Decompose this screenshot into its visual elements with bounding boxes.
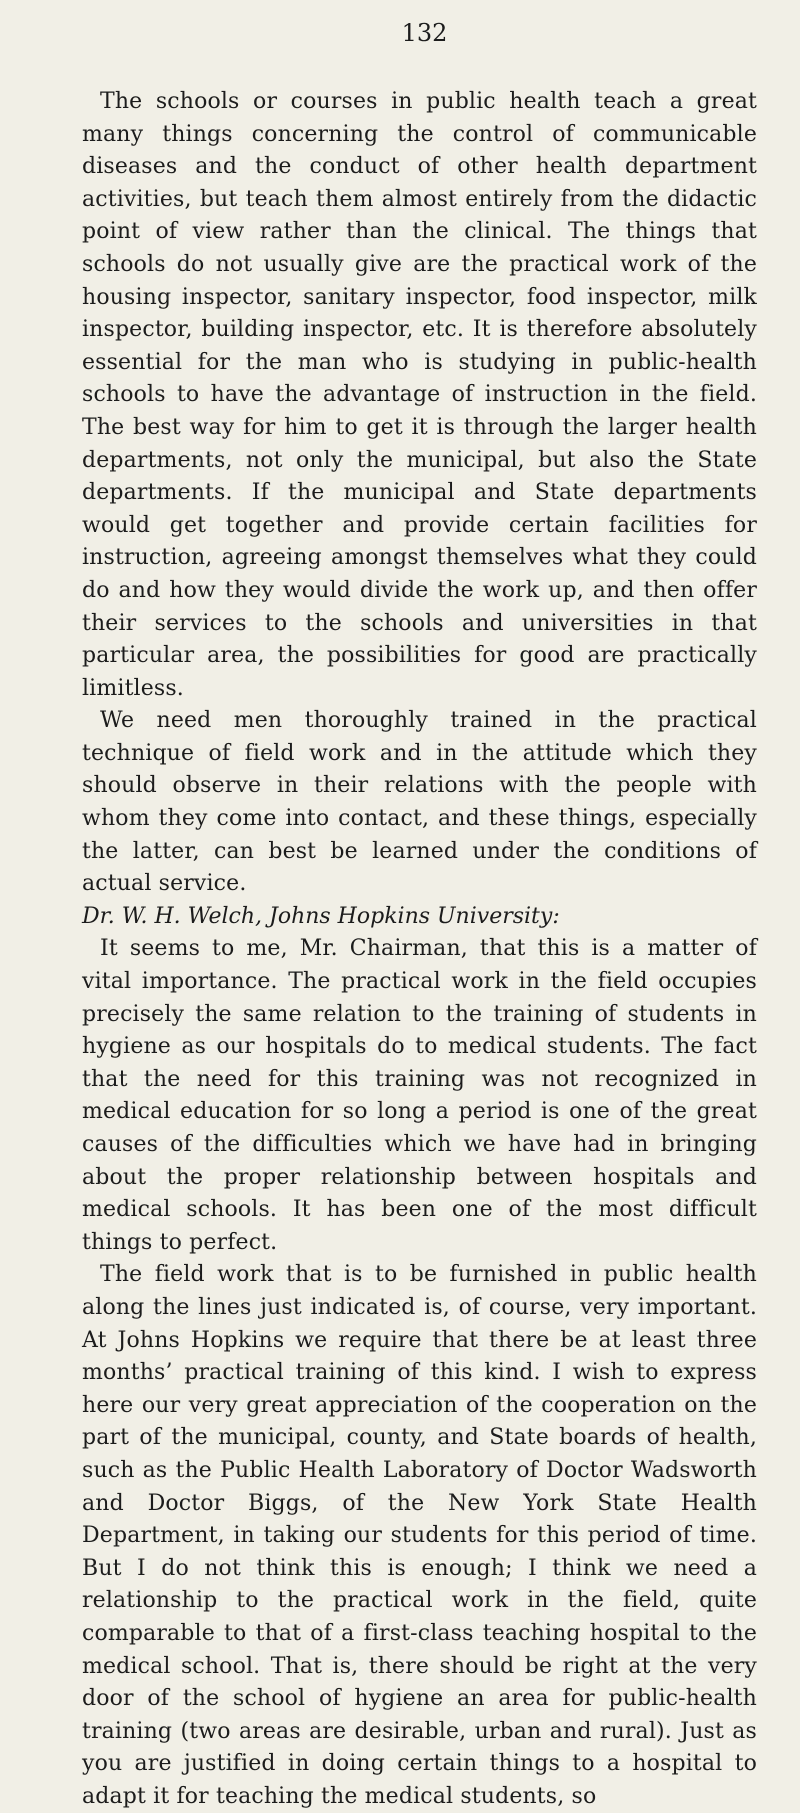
paragraph-vital-importance: It seems to me, Mr. Chairman, that this is a matter of vital importance. The practical work in the field occupies precisely the same relation to the training of students in hygiene as our hospitals do to medical students. The fact that the need for this training was not recognized in medical education for so long a period is one of the great causes of the difficulties which we have had in bringing about the proper relationship between hospitals and medical schools. It has been one of the most difficult things to perfect.	[82, 936, 757, 1255]
speaker-heading: Dr. W. H. Welch, Johns Hopkins University:	[82, 903, 560, 929]
paragraph-trained-men: We need men thoroughly trained in the practical technique of field work and in the attitude which they should observe in their relations with the people with whom they come into contact, and these things, especially the latter, can best be learned under the conditions of actual service.	[82, 708, 757, 897]
page-number: 132	[401, 19, 448, 47]
paragraph-field-work: The field work that is to be furnished in public health along the lines just indicated is, of course, very important. At Johns Hopkins we require that there be at least three months’ practical training of this kind. I wish to express here our very great appreciation of the cooperation on the part of the municipal, county, and State boards of health, such as the Public Health Laboratory of Doctor Wadsworth and Doctor Biggs, of the New York State Health Department, in taking our students for this period of time. But I do not think this is enough; I think we need a relationship to the practical work in the field, quite comparable to that of a first-class teaching hospital to the medical school. That is, there should be right at the very door of the school of hygiene an area for public-health training (two areas are desirable, urban and rural). Just as you are justified in doing certain things to a hospital to adapt it for teaching the medical students, so	[82, 1262, 757, 1809]
paragraph-field-instruction: The schools or courses in public health teach a great many things concerning the control of communicable diseases and the conduct of other health department activities, but teach them almost entirely from the didactic point of view rather than the clinical. The things that schools do not usually give are the practical work of the housing inspector, sanitary inspector, food inspector, milk inspector, building inspector, etc. It is therefore absolutely essential for the man who is studying in public-health schools to have the advantage of instruction in the field. The best way for him to get it is through the larger health departments, not only the municipal, but also the State departments. If the municipal and State departments would get together and provide certain facilities for instruction, agreeing amongst themselves what they could do and how they would divide the work up, and then offer their services to the schools and universities in that particular area, the possibilities for good are practically limitless.	[82, 89, 757, 701]
